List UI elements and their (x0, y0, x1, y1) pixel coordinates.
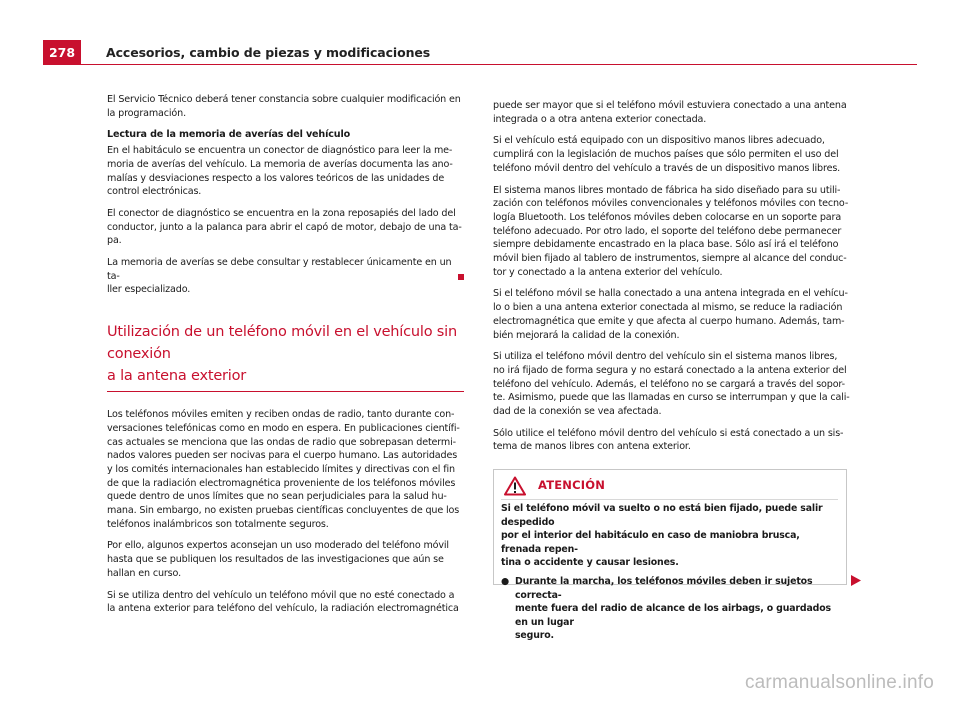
paragraph-experts-advice: Por ello, algunos expertos aconsejan un uso moderado del teléfono móvil hasta que se publiquen los resultados de las investigaciones que aún se hallan en curso. (107, 540, 449, 579)
paragraph-connector-location: El conector de diagnóstico se encuentra en la zona reposapiés del lado del conductor, junto a la palanca para abrir el capó de motor, debajo de una ta- pa. (107, 207, 462, 247)
section-end-square-icon (458, 274, 464, 280)
warning-box (493, 469, 847, 642)
warning-bullet-text: Durante la marcha, los teléfonos móviles deben ir sujetos correcta- mente fuera del radio de alcance de los airbags, o guardados en un lugar seguro. (515, 575, 831, 642)
continue-arrow-icon (851, 575, 861, 586)
warning-paragraph: Si el teléfono móvil va suelto o no está bien fijado, puede salir despedido por el interior del habitáculo en caso de maniobra brusca, frenada repen- tina o accidente y causar lesiones. (501, 503, 823, 569)
paragraph-workshop-reset-text: La memoria de averías se debe consultar y restablecer únicamente en un ta- ller especializado. (107, 257, 452, 296)
paragraph-exterior-antenna: Si se utiliza dentro del vehículo un teléfono móvil que no esté conectado a la antena exterior para teléfono del vehículo, la radiación electromagnética (107, 589, 459, 615)
paragraph-workshop-reset (107, 256, 464, 297)
warning-triangle-icon (504, 476, 526, 496)
paragraph-service-note: El Servicio Técnico deberá tener constancia sobre cualquier modificación en la programación. (107, 94, 461, 119)
watermark: carmanualsonline.info (744, 672, 934, 693)
left-column (107, 93, 464, 624)
section-rule (107, 391, 464, 392)
paragraph-radio-waves: Los teléfonos móviles emiten y reciben ondas de radio, tanto durante con- versaciones telefónicas como en modo en espera. En publicaciones científi- cas actuales se menciona que las ondas de radio que sobrepasan determi- nados valores pueden ser nocivas para el cuerpo humano. Las autoridades y los comités internacionales han establecido límites y directivas con el fin de que la radiación electromagnética proveniente de los teléfonos móviles quede dentro de unos límites que no sean perjudiciales para la salud hu- mana. Sin embargo, no existen pruebas científicas concluyentes de que los teléfonos inalámbricos son totalmente seguros. (107, 409, 460, 530)
bullet-icon: ● (501, 575, 510, 587)
warning-body (501, 502, 838, 648)
paragraph-without-hands-free: Si utiliza el teléfono móvil dentro del vehículo sin el sistema manos libres, no irá fijado de forma segura y no estará conectado a la antena exterior del teléfono del vehículo. Además, el teléfono no se cargará a través del sopor- te. Asimismo, puede que las llamadas en curso se interrumpan y que la cali- dad de la conexión se vea afectada. (493, 351, 850, 418)
section-title: Utilización de un teléfono móvil en el vehículo sin conexión a la antena exterior (107, 324, 457, 385)
right-column (493, 99, 850, 462)
warning-title: ATENCIÓN (538, 478, 606, 492)
chapter-title: Accesorios, cambio de piezas y modificaciones (106, 45, 431, 60)
page-header (0, 0, 960, 70)
subheading-fault-memory: Lectura de la memoria de averías del vehículo (107, 129, 351, 141)
paragraph-integrated-antenna: Si el teléfono móvil se halla conectado a una antena integrada en el vehícu- lo o bien a una antena exterior conectada al mismo, se reduce la radiación electromagnética que emite y que afecta al cuerpo humano. Además, tam- bién mejorará la calidad de la conexión. (493, 288, 848, 341)
paragraph-radiation-continued: puede ser mayor que si el teléfono móvil estuviera conectado a una antena integrada o a otra antena exterior conectada. (493, 100, 847, 125)
paragraph-diagnostic-connector: En el habitáculo se encuentra un conector de diagnóstico para leer la me- moria de averías del vehículo. La memoria de averías documenta las ano- malías y desviaciones respecto a los valores teóricos de las unidades de control electrónicas. (107, 145, 453, 198)
warning-bullet-item (501, 575, 838, 643)
paragraph-use-only-connected: Sólo utilice el teléfono móvil dentro del vehículo si está conectado a un sis- tema de manos libres con antena exterior. (493, 427, 844, 453)
page-number: 278 (43, 40, 81, 65)
warning-header (494, 470, 846, 500)
header-rule (43, 64, 917, 65)
warning-rule (501, 499, 838, 500)
paragraph-factory-hands-free: El sistema manos libres montado de fábrica ha sido diseñado para su utili- zación con teléfonos móviles convencionales y teléfonos móviles con tecno- logía Bluetooth. Los teléfonos móviles deben colocarse en un soporte para teléfono adecuado. Por otro lado, el soporte del teléfono debe permanecer siempre debidamente encastrado en la placa base. Sólo así irá el teléfono móvil bien fijado al tablero de instrumentos, siempre al alcance del conduc- tor y conectado a la antena exterior del vehículo. (493, 184, 849, 278)
paragraph-hands-free-legislation: Si el vehículo está equipado con un dispositivo manos libres adecuado, cumplirá con la legislación de muchos países que sólo permiten el uso del teléfono móvil dentro del vehículo a través de un dispositivo manos libres. (493, 135, 841, 174)
